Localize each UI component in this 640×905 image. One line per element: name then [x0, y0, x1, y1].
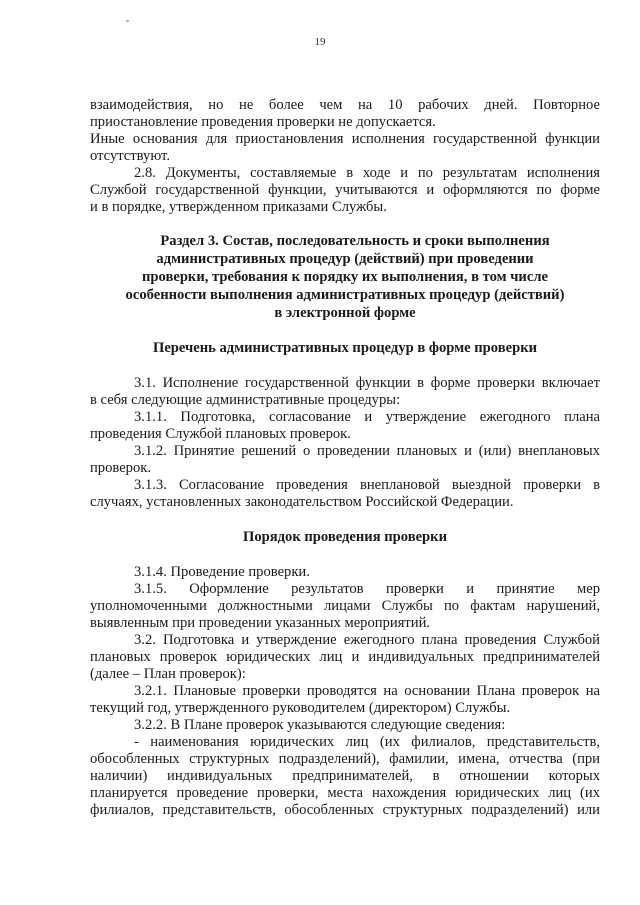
section-heading-line: административных процедур (действий) при проведении: [156, 251, 534, 267]
text-line: обособленных структурных подразделений), фамилии, имена, отчества (при: [90, 751, 600, 767]
text-line: 3.1.1. Подготовка, согласование и утверждение ежегодного плана: [134, 409, 600, 425]
text-line: в себя следующие административные процедуры:: [90, 392, 401, 408]
text-line: 3.1.3. Согласование проведения внеплановой выездной проверки в: [134, 477, 600, 493]
text-line: 3.2.2. В Плане проверок указываются следующие сведения:: [134, 717, 506, 733]
text-line: 3.2. Подготовка и утверждение ежегодного плана проведения Службой: [134, 632, 600, 648]
text-line: (далее – План проверок):: [90, 666, 246, 682]
text-line: наличии) индивидуальных предпринимателей, в отношении которых: [90, 768, 600, 784]
subheading-procedures: Перечень административных процедур в форме проверки: [152, 340, 538, 356]
text-line: 3.1. Исполнение государственной функции в форме проверки включает: [134, 375, 600, 391]
section-heading-line: проверки, требования к порядку их выполнения, в том числе: [142, 269, 548, 285]
text-line: 2.8. Документы, составляемые в ходе и по результатам исполнения: [134, 165, 600, 181]
text-line: текущий год, утвержденного руководителем (директором) Службы.: [90, 700, 511, 716]
text-line: Иные основания для приостановления исполнения государственной функции: [90, 131, 600, 147]
text-line: проверок.: [90, 460, 152, 476]
text-line: и в порядке, утвержденном приказами Службы.: [90, 199, 387, 215]
text-line: 3.1.4. Проведение проверки.: [134, 564, 310, 580]
text-line: филиалов, представительств, обособленных структурных подразделений) или: [90, 802, 600, 818]
page-number: 19: [314, 36, 326, 48]
section-heading-line: особенности выполнения административных процедур (действий): [125, 287, 565, 303]
section-heading-line: Раздел 3. Состав, последовательность и сроки выполнения: [160, 233, 550, 249]
text-line: плановых проверок юридических лиц и индивидуальных предпринимателей: [90, 649, 600, 665]
text-line: 3.1.2. Принятие решений о проведении плановых и (или) внеплановых: [134, 443, 600, 459]
text-line: - наименования юридических лиц (их филиалов, представительств,: [134, 734, 600, 750]
text-line: 3.1.5. Оформление результатов проверки и принятие мер: [134, 581, 600, 597]
scan-mark: [126, 20, 129, 22]
text-line: уполномоченными должностными лицами Службы по фактам нарушений,: [90, 598, 600, 614]
text-line: планируется проведение проверки, места нахождения юридических лиц (их: [90, 785, 600, 801]
subheading-order: Порядок проведения проверки: [243, 529, 447, 545]
text-line: проведения Службой плановых проверок.: [90, 426, 351, 442]
text-line: выявленным при проведении указанных мероприятий.: [90, 615, 431, 631]
text-line: 3.2.1. Плановые проверки проводятся на основании Плана проверок на: [134, 683, 600, 699]
section-heading-line: в электронной форме: [274, 305, 416, 321]
text-line: взаимодействия, но не более чем на 10 рабочих дней. Повторное: [90, 97, 600, 113]
text-line: случаях, установленных законодательством Российской Федерации.: [90, 494, 514, 510]
text-line: отсутствуют.: [90, 148, 170, 164]
text-line: Службой государственной функции, учитываются и оформляются по форме: [90, 182, 600, 198]
text-line: приостановление проведения проверки не допускается.: [90, 114, 436, 130]
